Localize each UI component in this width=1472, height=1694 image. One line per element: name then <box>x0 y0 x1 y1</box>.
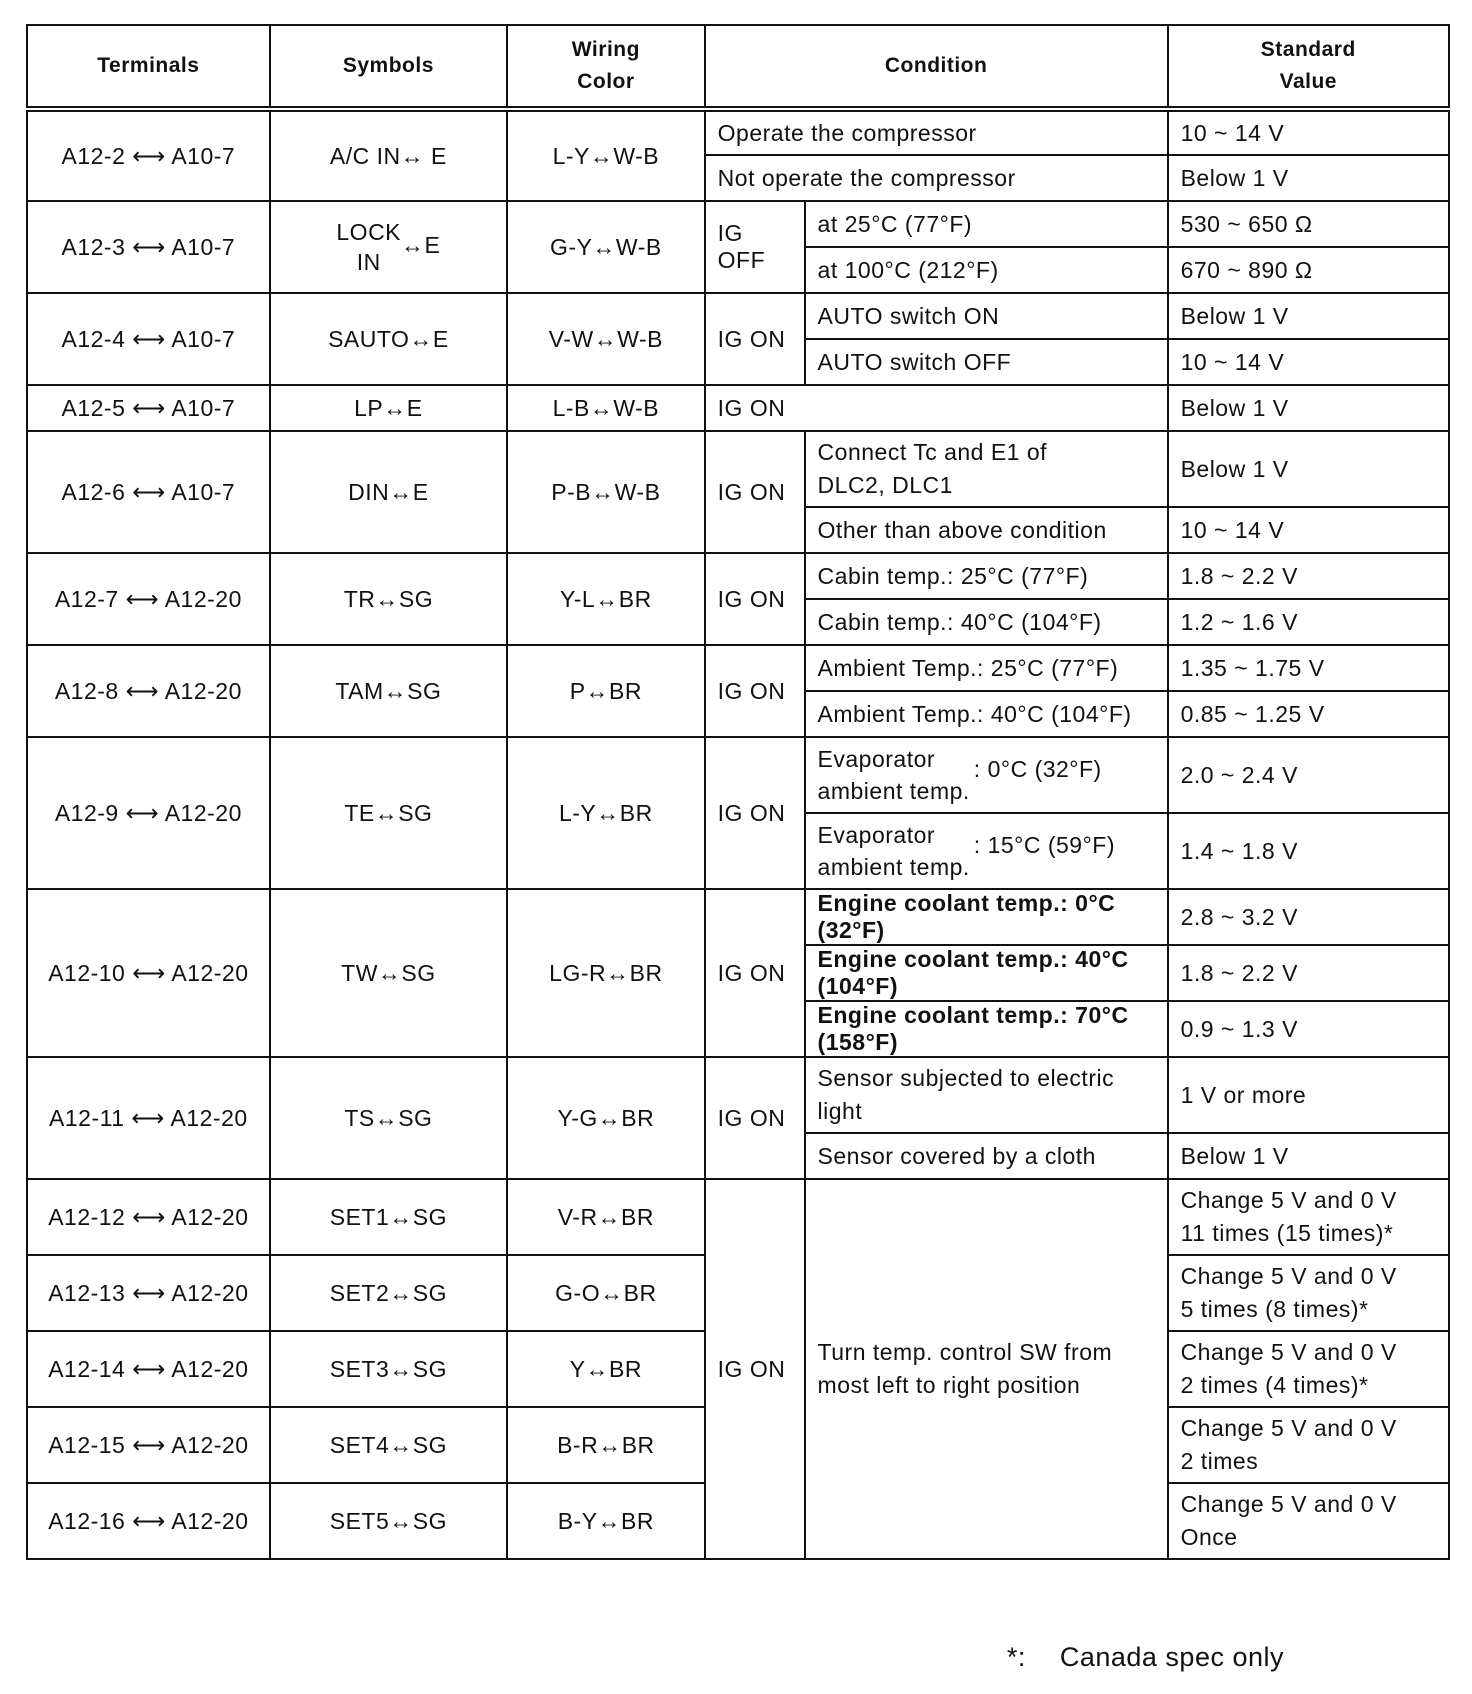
ig-cell: IG ON <box>705 293 805 385</box>
ig-cell: IG ON <box>705 1057 805 1179</box>
condition-cell: AUTO switch ON <box>805 293 1168 339</box>
terminals-cell: A12-6 ⟷ A10-7 <box>27 431 270 553</box>
wiring-cell: G-Y↔W-B <box>507 201 705 293</box>
condition-cell: Not operate the compressor <box>705 155 1168 201</box>
footnote-marker: *: <box>1006 1642 1026 1672</box>
wiring-cell: V-W↔W-B <box>507 293 705 385</box>
value-cell: Change 5 V and 0 V 2 times <box>1168 1407 1449 1483</box>
ig-cell: IG ON <box>705 553 805 645</box>
terminals-cell: A12-7 ⟷ A12-20 <box>27 553 270 645</box>
wiring-cell: P-B↔W-B <box>507 431 705 553</box>
terminals-cell: A12-15 ⟷ A12-20 <box>27 1407 270 1483</box>
value-cell: 10 ~ 14 V <box>1168 507 1449 553</box>
symbol-cell: SAUTO↔E <box>270 293 507 385</box>
symbol-cell: SET5↔SG <box>270 1483 507 1559</box>
symbol-cell: SET1↔SG <box>270 1179 507 1255</box>
terminals-cell: A12-3 ⟷ A10-7 <box>27 201 270 293</box>
terminals-cell: A12-13 ⟷ A12-20 <box>27 1255 270 1331</box>
condition-cell: at 25°C (77°F) <box>805 201 1168 247</box>
ig-cell: IG ON <box>705 889 805 1057</box>
table-row <box>27 889 1449 945</box>
symbol-cell: LP↔E <box>270 385 507 431</box>
value-cell: 10 ~ 14 V <box>1168 339 1449 385</box>
terminals-cell: A12-2 ⟷ A10-7 <box>27 109 270 201</box>
table-row <box>27 1179 1449 1255</box>
symbol-cell: TS↔SG <box>270 1057 507 1179</box>
wiring-cell: V-R↔BR <box>507 1179 705 1255</box>
footnote <box>1007 1642 1284 1673</box>
value-cell: Change 5 V and 0 V 5 times (8 times)* <box>1168 1255 1449 1331</box>
table-row <box>27 431 1449 507</box>
value-cell: Change 5 V and 0 V 2 times (4 times)* <box>1168 1331 1449 1407</box>
symbol-lock-text: LOCK <box>336 219 402 245</box>
table-row <box>27 109 1449 155</box>
value-cell: 0.9 ~ 1.3 V <box>1168 1001 1449 1057</box>
terminals-cell: A12-8 ⟷ A12-20 <box>27 645 270 737</box>
symbol-cell: SET2↔SG <box>270 1255 507 1331</box>
symbol-cell: A/C IN↔ E <box>270 109 507 201</box>
value-cell: Below 1 V <box>1168 155 1449 201</box>
condition-cell: AUTO switch OFF <box>805 339 1168 385</box>
symbol-cell: DIN↔E <box>270 431 507 553</box>
value-cell: 1.2 ~ 1.6 V <box>1168 599 1449 645</box>
wiring-cell: L-B↔W-B <box>507 385 705 431</box>
condition-cell: Connect Tc and E1 of DLC2, DLC1 <box>805 431 1168 507</box>
ig-cell: IG OFF <box>705 201 805 293</box>
evaporator-label: Evaporator ambient temp. <box>817 746 970 804</box>
value-cell: 1 V or more <box>1168 1057 1449 1133</box>
terminals-cell: A12-11 ⟷ A12-20 <box>27 1057 270 1179</box>
value-cell: 0.85 ~ 1.25 V <box>1168 691 1449 737</box>
condition-cell: Ambient Temp.: 40°C (104°F) <box>805 691 1168 737</box>
wiring-cell: G-O↔BR <box>507 1255 705 1331</box>
condition-cell: Sensor covered by a cloth <box>805 1133 1168 1179</box>
condition-cell: Ambient Temp.: 25°C (77°F) <box>805 645 1168 691</box>
terminals-cell: A12-14 ⟷ A12-20 <box>27 1331 270 1407</box>
condition-cell: Engine coolant temp.: 40°C (104°F) <box>805 945 1168 1001</box>
header-condition: Condition <box>705 25 1168 109</box>
value-cell: Change 5 V and 0 V 11 times (15 times)* <box>1168 1179 1449 1255</box>
terminals-cell: A12-10 ⟷ A12-20 <box>27 889 270 1057</box>
value-cell: Below 1 V <box>1168 385 1449 431</box>
wiring-cell: Y-G↔BR <box>507 1057 705 1179</box>
wiring-cell: LG-R↔BR <box>507 889 705 1057</box>
terminals-cell: A12-5 ⟷ A10-7 <box>27 385 270 431</box>
condition-cell: Engine coolant temp.: 70°C (158°F) <box>805 1001 1168 1057</box>
evaporator-temp: : 0°C (32°F) <box>973 755 1102 782</box>
value-cell: Below 1 V <box>1168 431 1449 507</box>
table-row <box>27 1057 1449 1133</box>
value-cell: 2.8 ~ 3.2 V <box>1168 889 1449 945</box>
header-terminals: Terminals <box>27 25 270 109</box>
condition-cell: Other than above condition <box>805 507 1168 553</box>
evaporator-label: Evaporator ambient temp. <box>817 822 970 880</box>
terminals-cell: A12-4 ⟷ A10-7 <box>27 293 270 385</box>
condition-cell: Sensor subjected to electric light <box>805 1057 1168 1133</box>
symbol-arrow-text: ↔E <box>401 232 441 259</box>
header-symbols: Symbols <box>270 25 507 109</box>
table-row <box>27 385 1449 431</box>
value-cell: 1.8 ~ 2.2 V <box>1168 553 1449 599</box>
header-wiring-color: Wiring Color <box>507 25 705 109</box>
header-standard-value: Standard Value <box>1168 25 1449 109</box>
ig-cell: IG ON <box>705 385 1168 431</box>
condition-cell: at 100°C (212°F) <box>805 247 1168 293</box>
symbol-cell: TR↔SG <box>270 553 507 645</box>
ig-cell: IG ON <box>705 1179 805 1559</box>
table-row <box>27 645 1449 691</box>
terminal-spec-table <box>26 24 1450 1560</box>
condition-cell <box>805 813 1168 889</box>
table-row <box>27 737 1449 813</box>
value-cell: 1.8 ~ 2.2 V <box>1168 945 1449 1001</box>
ig-cell: IG ON <box>705 737 805 889</box>
terminals-cell: A12-9 ⟷ A12-20 <box>27 737 270 889</box>
table-row <box>27 553 1449 599</box>
wiring-cell: Y-L↔BR <box>507 553 705 645</box>
value-cell: 530 ~ 650 Ω <box>1168 201 1449 247</box>
value-cell: Change 5 V and 0 V Once <box>1168 1483 1449 1559</box>
ig-cell: IG ON <box>705 645 805 737</box>
value-cell: Below 1 V <box>1168 293 1449 339</box>
condition-cell: Cabin temp.: 25°C (77°F) <box>805 553 1168 599</box>
symbol-in-text: IN <box>356 249 381 275</box>
terminals-cell: A12-16 ⟷ A12-20 <box>27 1483 270 1559</box>
value-cell: 1.4 ~ 1.8 V <box>1168 813 1449 889</box>
value-cell: 2.0 ~ 2.4 V <box>1168 737 1449 813</box>
condition-cell: Turn temp. control SW from most left to right position <box>805 1179 1168 1559</box>
wiring-cell: L-Y↔BR <box>507 737 705 889</box>
evaporator-temp: : 15°C (59°F) <box>973 831 1116 858</box>
symbol-cell: SET3↔SG <box>270 1331 507 1407</box>
wiring-cell: Y↔BR <box>507 1331 705 1407</box>
wiring-cell: B-Y↔BR <box>507 1483 705 1559</box>
table-row <box>27 293 1449 339</box>
condition-cell: Cabin temp.: 40°C (104°F) <box>805 599 1168 645</box>
condition-cell <box>805 737 1168 813</box>
value-cell: Below 1 V <box>1168 1133 1449 1179</box>
value-cell: 1.35 ~ 1.75 V <box>1168 645 1449 691</box>
terminals-cell: A12-12 ⟷ A12-20 <box>27 1179 270 1255</box>
value-cell: 670 ~ 890 Ω <box>1168 247 1449 293</box>
symbol-cell: TW↔SG <box>270 889 507 1057</box>
wiring-cell: P↔BR <box>507 645 705 737</box>
symbol-cell: TE↔SG <box>270 737 507 889</box>
footnote-text: Canada spec only <box>1059 1642 1284 1672</box>
symbol-cell: SET4↔SG <box>270 1407 507 1483</box>
wiring-cell: B-R↔BR <box>507 1407 705 1483</box>
header-row <box>27 25 1449 109</box>
wiring-cell: L-Y↔W-B <box>507 109 705 201</box>
ig-cell: IG ON <box>705 431 805 553</box>
symbol-cell <box>270 201 507 293</box>
symbol-cell: TAM↔SG <box>270 645 507 737</box>
condition-cell: Engine coolant temp.: 0°C (32°F) <box>805 889 1168 945</box>
value-cell: 10 ~ 14 V <box>1168 109 1449 155</box>
condition-cell: Operate the compressor <box>705 109 1168 155</box>
table-row <box>27 201 1449 247</box>
